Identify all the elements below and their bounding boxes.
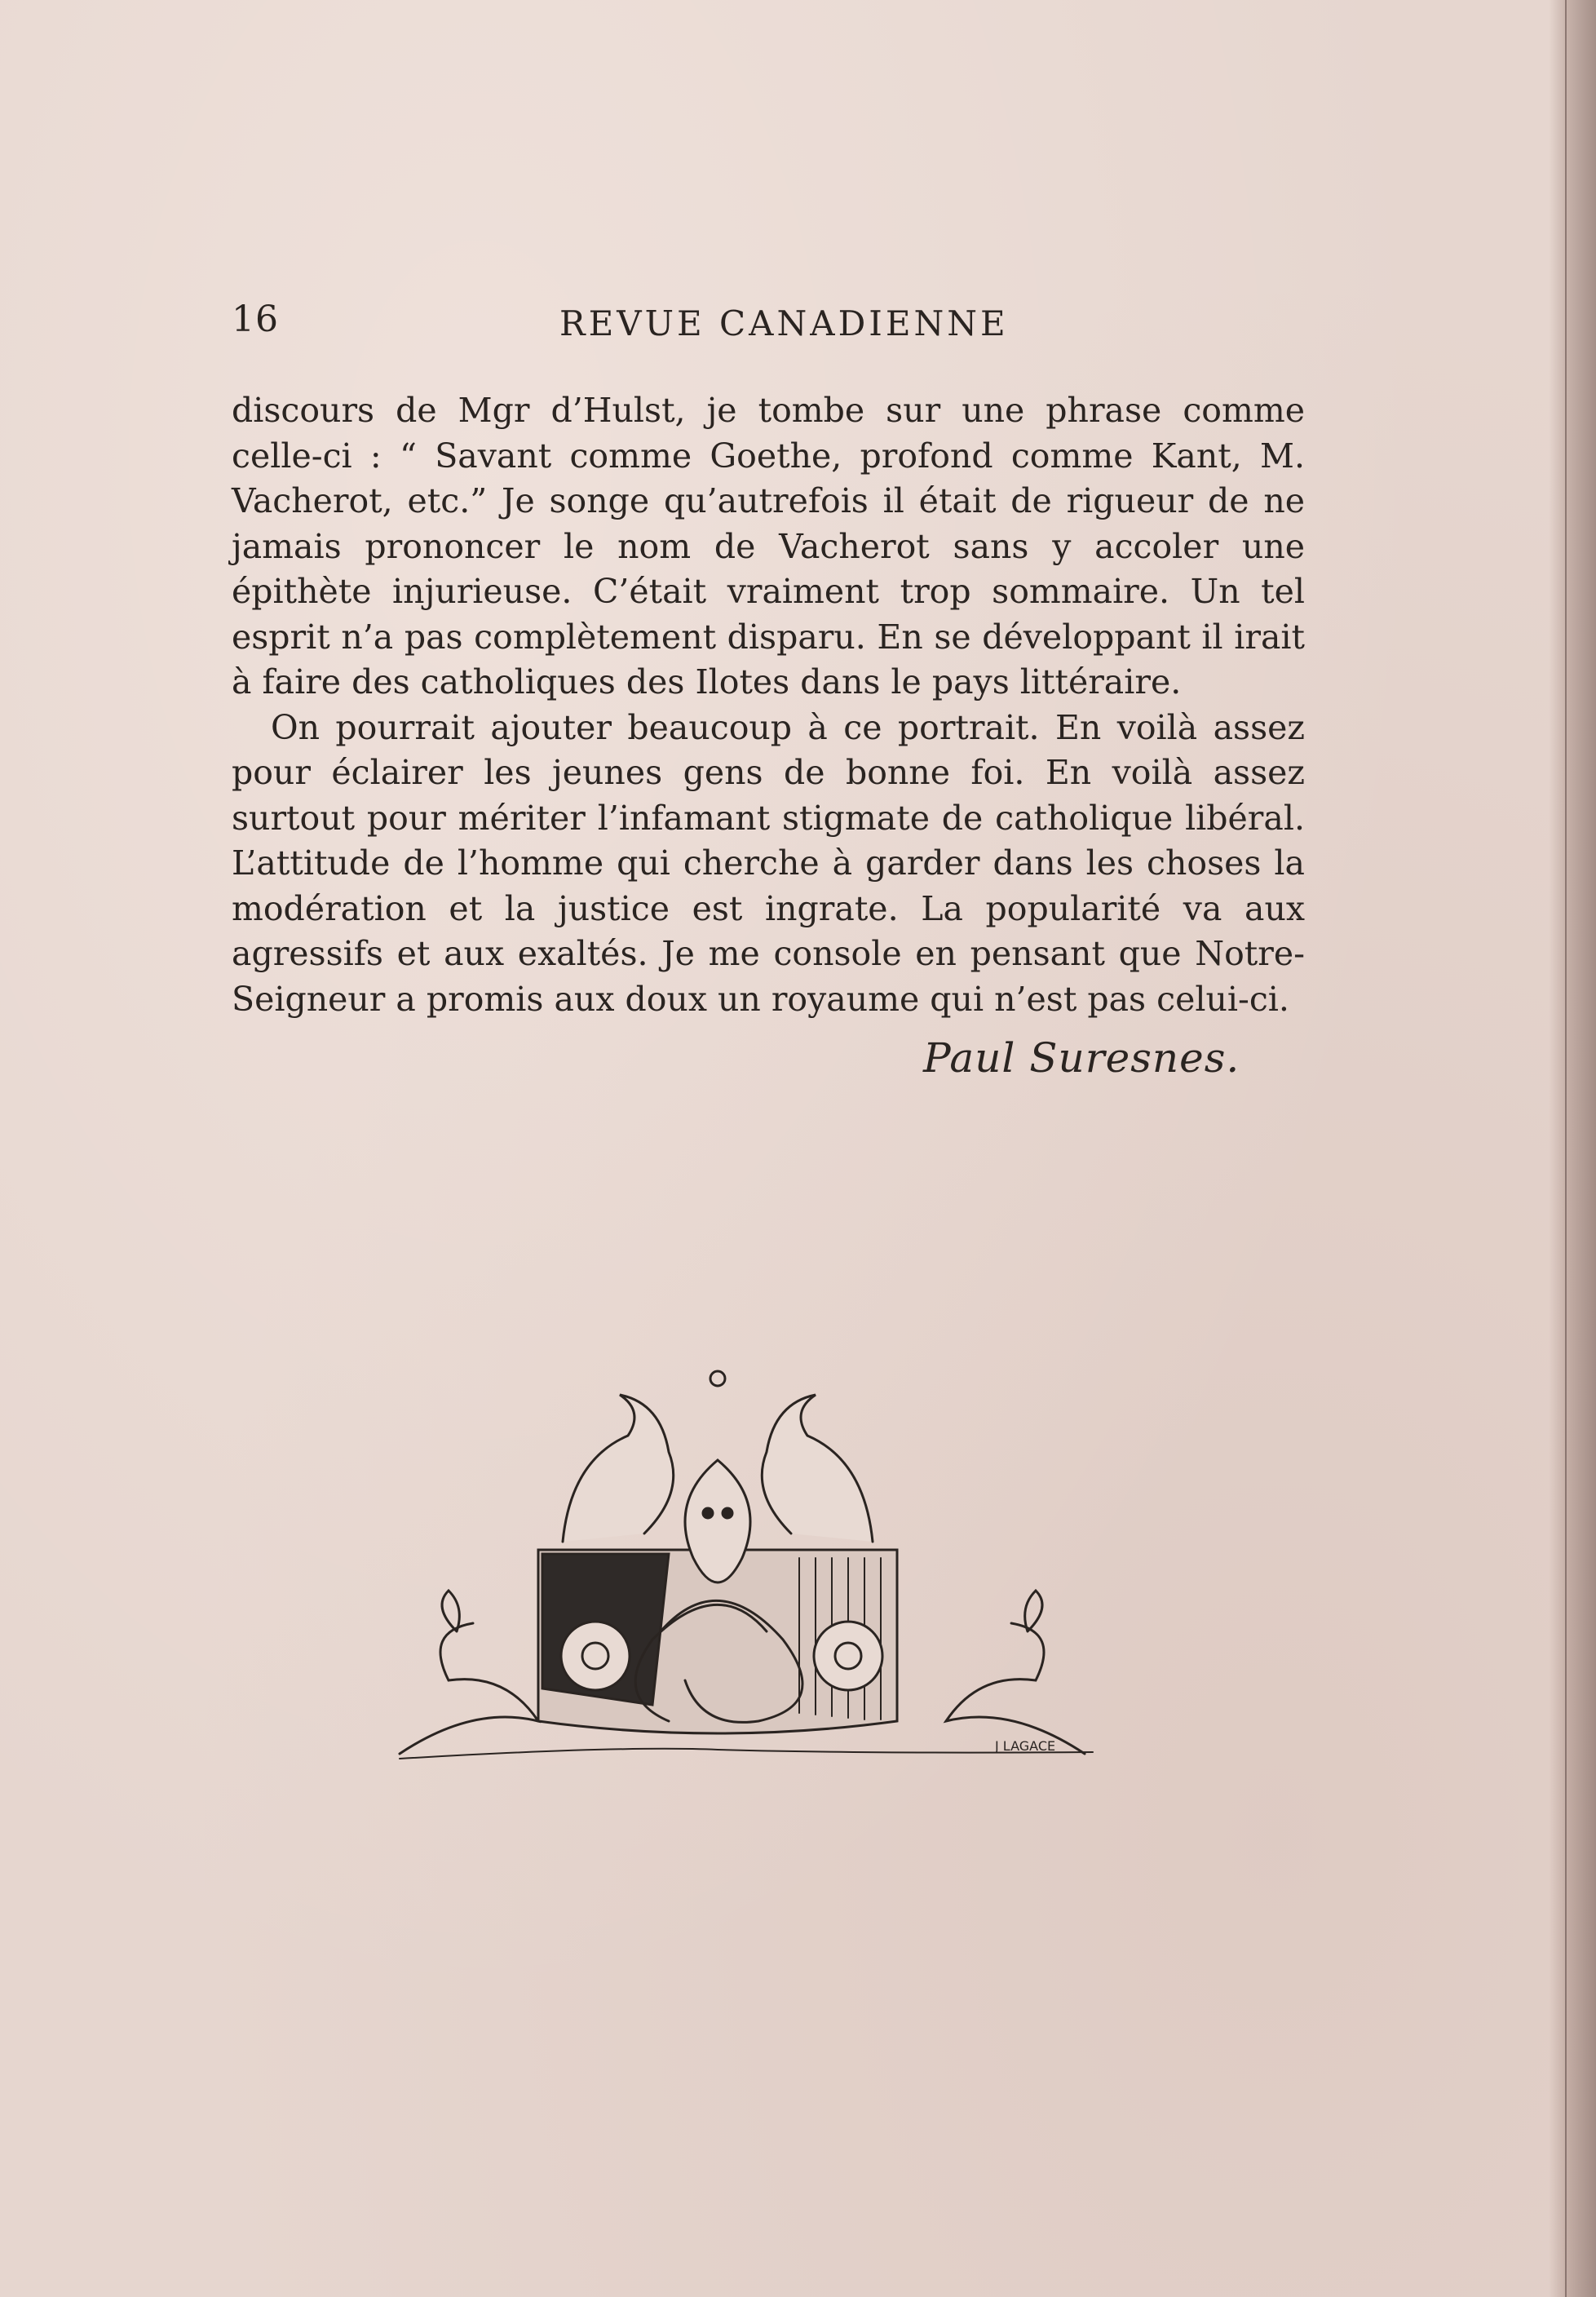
binding-edge: [1565, 0, 1567, 2297]
author-signature: Paul Suresnes.: [923, 1034, 1240, 1082]
heraldic-vignette-icon: [375, 1362, 1109, 1786]
article-body: [232, 388, 1305, 1022]
running-head: [232, 295, 1308, 352]
page-edge-shadow: [1549, 0, 1596, 2297]
page-number: 16: [232, 299, 279, 340]
paragraph: discours de Mgr d’Hulst, je tombe sur une phrase comme celle-ci : “ Savant comme Goethe, profond comme Kant, M. Vacherot, etc.” Je songe qu’autrefois il était de rigueur de ne jamais prononcer le nom de Vacherot sans y accoler une épithète injurieuse. C’était vraiment trop sommaire. Un tel esprit n’a pas complètement disparu. En se développant il irait à faire des catholiques des Ilotes dans le pays littéraire.: [232, 391, 1305, 701]
paragraph: On pourrait ajouter beaucoup à ce portrait. En voilà assez pour éclairer les jeunes gens de bonne foi. En voilà assez surtout pour mériter l’infamant stigmate de catholique libéral. L’attitude de l’homme qui cherche à garder dans les choses la modération et la justice est ingrate. La popularité va aux agressifs et aux exaltés. Je me console en pensant que Notre-Seigneur a promis aux doux un royaume qui n’est pas celui-ci.: [232, 707, 1305, 1019]
journal-title: REVUE CANADIENNE: [559, 303, 1009, 343]
artist-mark: J LAGACE: [995, 1738, 1056, 1754]
